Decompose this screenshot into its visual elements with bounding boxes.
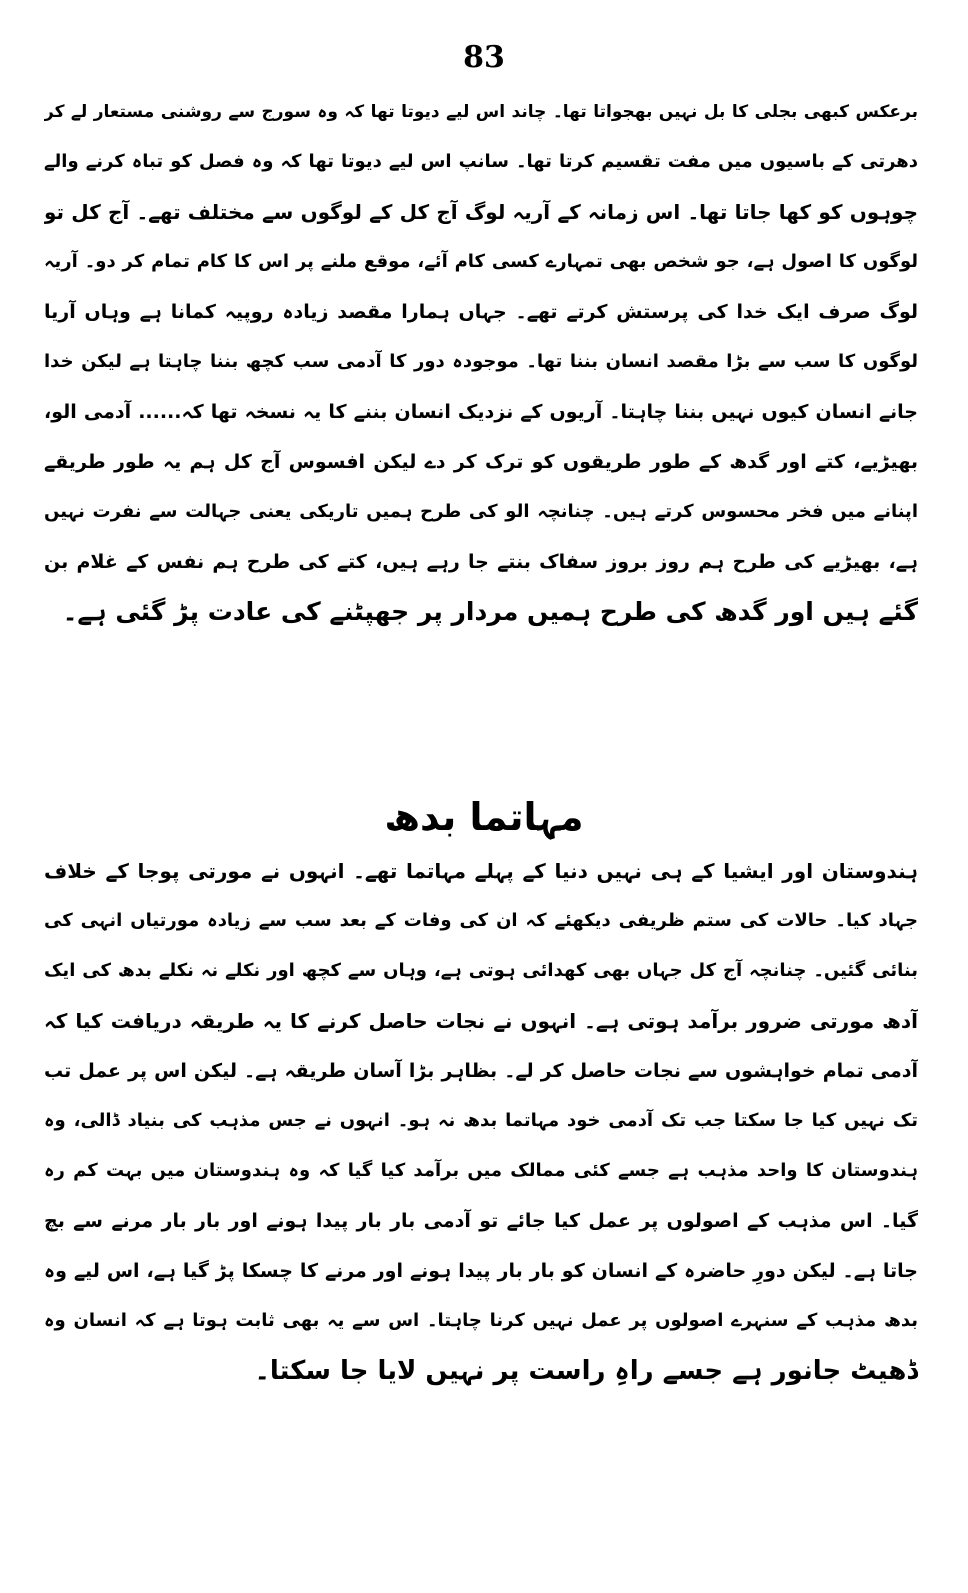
text-line: لوگ صرف ایک خدا کی پرستش کرتے تھے۔ جہاں ہمارا مقصد زیادہ روپیہ کمانا ہے وہاں آریا bbox=[44, 301, 918, 323]
paragraph-aryans bbox=[44, 87, 918, 637]
text-line: ڈھیٹ جانور ہے جسے راہِ راست پر نہیں لایا جا سکتا۔ bbox=[254, 1356, 918, 1386]
text-line: ہندوستان کا واحد مذہب ہے جسے کئی ممالک میں برآمد کیا گیا کہ وہ ہندوستان میں بہت کم رہ bbox=[44, 1160, 918, 1181]
text-line: گیا۔ اس مذہب کے اصولوں پر عمل کیا جائے تو آدمی بار بار پیدا ہونے اور بار بار مرنے سے بچ bbox=[44, 1210, 918, 1232]
text-line: تک نہیں کیا جا سکتا جب تک آدمی خود مہاتما بدھ نہ ہو۔ انہوں نے جس مذہب کی بنیاد ڈالی، وہ bbox=[44, 1110, 918, 1131]
text-line: گئے ہیں اور گدھ کی طرح ہمیں مردار پر جھپٹنے کی عادت پڑ گئی ہے۔ bbox=[62, 597, 918, 626]
page-number: 83 bbox=[463, 40, 505, 75]
text-line: بھیڑیے، کتے اور گدھ کے طور طریقوں کو ترک کر دے لیکن افسوس آج کل ہم یہ طور طریقے bbox=[44, 451, 918, 473]
text-line: لوگوں کا اصول ہے، جو شخص بھی تمہارے کسی کام آئے، موقع ملنے پر اس کا کام تمام کر دو۔ آریہ bbox=[44, 251, 918, 272]
text-line: جانے انسان کیوں نہیں بننا چاہتا۔ آریوں کے نزدیک انسان بننے کا یہ نسخہ تھا کہ...... آدمی الو، bbox=[44, 401, 918, 423]
paragraph-mahatma-buddha bbox=[44, 846, 918, 1396]
text-line: ہندوستان اور ایشیا کے ہی نہیں دنیا کے پہلے مہاتما تھے۔ انہوں نے مورتی پوجا کے خلاف bbox=[44, 859, 918, 883]
text-line: اپنانے میں فخر محسوس کرتے ہیں۔ چنانچہ الو کی طرح ہمیں تاریکی یعنی جہالت سے نفرت نہیں bbox=[44, 501, 918, 522]
text-line: آدھ مورتی ضرور برآمد ہوتی ہے۔ انہوں نے نجات حاصل کرنے کا یہ طریقہ دریافت کیا کہ bbox=[44, 1009, 918, 1033]
text-line: دھرتی کے باسیوں میں مفت تقسیم کرتا تھا۔ سانپ اس لیے دیوتا تھا کہ وہ فصل کو تباہ کرنے والے bbox=[44, 151, 918, 172]
text-line: ہے، بھیڑیے کی طرح ہم روز بروز سفاک بنتے جا رہے ہیں، کتے کی طرح ہم نفس کے غلام بن bbox=[44, 551, 918, 573]
text-line: بدھ مذہب کے سنہرے اصولوں پر عمل نہیں کرنا چاہتا۔ اس سے یہ بھی ثابت ہوتا ہے کہ انسان وہ bbox=[44, 1310, 918, 1331]
text-line: بنائی گئیں۔ چنانچہ آج کل جہاں بھی کھدائی ہوتی ہے، وہاں سے کچھ اور نکلے نہ نکلے بدھ کی ایک bbox=[44, 960, 918, 981]
text-line: آدمی تمام خواہشوں سے نجات حاصل کر لے۔ بظاہر بڑا آسان طریقہ ہے۔ لیکن اس پر عمل تب bbox=[44, 1060, 918, 1082]
section-heading: مہاتما بدھ bbox=[384, 795, 584, 839]
text-line: لوگوں کا سب سے بڑا مقصد انسان بننا تھا۔ موجودہ دور کا آدمی سب کچھ بننا چاہتا ہے لیکن خدا bbox=[44, 351, 918, 372]
text-line: برعکس کبھی بجلی کا بل نہیں بھجواتا تھا۔ چاند اس لیے دیوتا تھا کہ وہ سورج سے روشنی مستعار لے کر bbox=[44, 102, 918, 122]
text-line: چوہوں کو کھا جاتا تھا۔ اس زمانہ کے آریہ لوگ آج کل کے لوگوں سے مختلف تھے۔ آج کل تو bbox=[44, 200, 918, 224]
text-line: جاتا ہے۔ لیکن دورِ حاضرہ کے انسان کو بار بار پیدا ہونے اور مرنے کا چسکا پڑ گیا ہے، اس لیے وہ bbox=[44, 1260, 918, 1282]
text-line: جہاد کیا۔ حالات کی ستم ظریفی دیکھئے کہ ان کی وفات کے بعد سب سے زیادہ مورتیاں انہی کی bbox=[44, 910, 918, 931]
